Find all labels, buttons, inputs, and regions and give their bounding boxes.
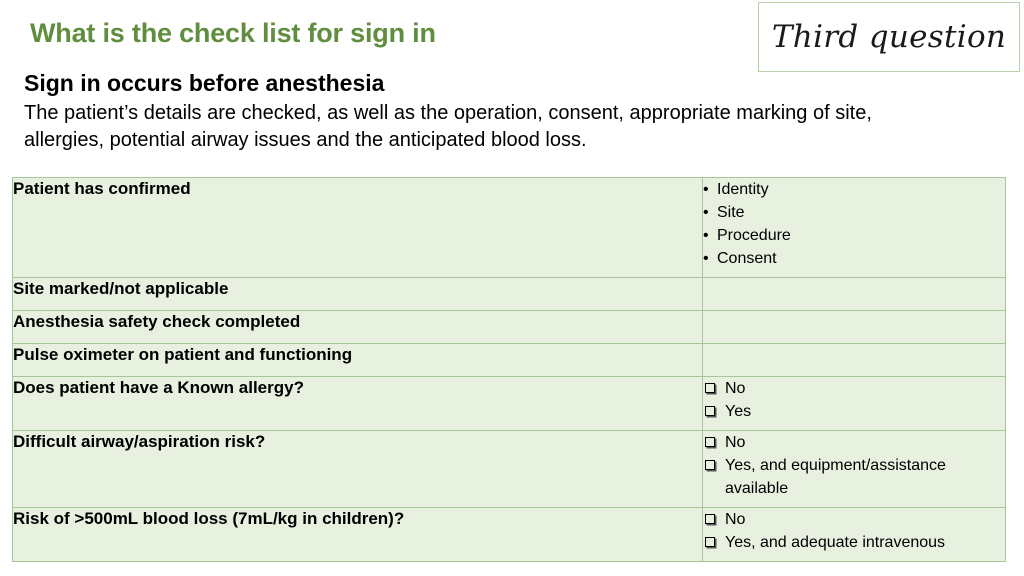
checklist-question: Patient has confirmed xyxy=(13,178,703,278)
table-row xyxy=(13,508,1006,562)
section-description: The patient’s details are checked, as well as the operation, consent, appropriate marking of site, allergies, potential airway issues and the anticipated blood loss. xyxy=(24,102,872,151)
table-row xyxy=(13,431,1006,508)
checkbox-icon xyxy=(705,460,715,470)
table-row xyxy=(13,377,1006,431)
answer-list xyxy=(703,508,1005,554)
answer-label: Consent xyxy=(717,250,777,267)
badge-label: Third question xyxy=(771,19,1007,55)
answer-list xyxy=(703,431,1005,500)
page-title: What is the check list for sign in xyxy=(30,18,436,48)
list-item xyxy=(703,377,1005,400)
answer-label: Procedure xyxy=(717,227,791,244)
checkbox-icon xyxy=(705,406,715,416)
checklist-question: Risk of >500mL blood loss (7mL/kg in children)? xyxy=(13,508,703,562)
answer-label: No xyxy=(725,380,746,397)
sign-in-checklist-table xyxy=(12,177,1006,562)
checklist-question: Difficult airway/aspiration risk? xyxy=(13,431,703,508)
checklist-question: Does patient have a Known allergy? xyxy=(13,377,703,431)
list-item xyxy=(703,400,1005,423)
bullet-icon: • xyxy=(703,204,709,221)
third-question-badge xyxy=(758,2,1020,72)
checklist-answer-cell xyxy=(703,508,1006,562)
checklist-answer-cell xyxy=(703,377,1006,431)
list-item xyxy=(703,531,1005,554)
section-subheading: Sign in occurs before anesthesia xyxy=(24,70,385,96)
checkbox-icon xyxy=(705,514,715,524)
list-item xyxy=(703,454,1005,500)
checklist-answer-cell xyxy=(703,278,1006,311)
list-item xyxy=(703,247,1005,270)
checkbox-icon xyxy=(705,383,715,393)
checklist-question: Pulse oximeter on patient and functioning xyxy=(13,344,703,377)
table-row xyxy=(13,178,1006,278)
answer-label: No xyxy=(725,511,746,528)
table-row xyxy=(13,344,1006,377)
checklist-question: Site marked/not applicable xyxy=(13,278,703,311)
checklist-answer-cell xyxy=(703,344,1006,377)
checklist-question: Anesthesia safety check completed xyxy=(13,311,703,344)
list-item xyxy=(703,201,1005,224)
answer-label: Identity xyxy=(717,181,769,198)
checklist-answer-cell xyxy=(703,431,1006,508)
list-item xyxy=(703,178,1005,201)
checkbox-icon xyxy=(705,537,715,547)
checklist-answer-cell xyxy=(703,178,1006,278)
checklist-answer-cell xyxy=(703,311,1006,344)
bullet-icon: • xyxy=(703,227,709,244)
answer-label: Site xyxy=(717,204,745,221)
list-item xyxy=(703,431,1005,454)
answer-label: Yes, and adequate intravenous xyxy=(725,534,946,551)
answer-list xyxy=(703,178,1005,270)
list-item xyxy=(703,508,1005,531)
checkbox-icon xyxy=(705,437,715,447)
answer-list xyxy=(703,377,1005,423)
answer-label: No xyxy=(725,434,746,451)
answer-label: Yes xyxy=(725,403,752,420)
answer-label: Yes, and equipment/assistance available xyxy=(725,457,946,497)
table-row xyxy=(13,278,1006,311)
bullet-icon: • xyxy=(703,250,709,267)
list-item xyxy=(703,224,1005,247)
bullet-icon: • xyxy=(703,181,709,198)
table-row xyxy=(13,311,1006,344)
